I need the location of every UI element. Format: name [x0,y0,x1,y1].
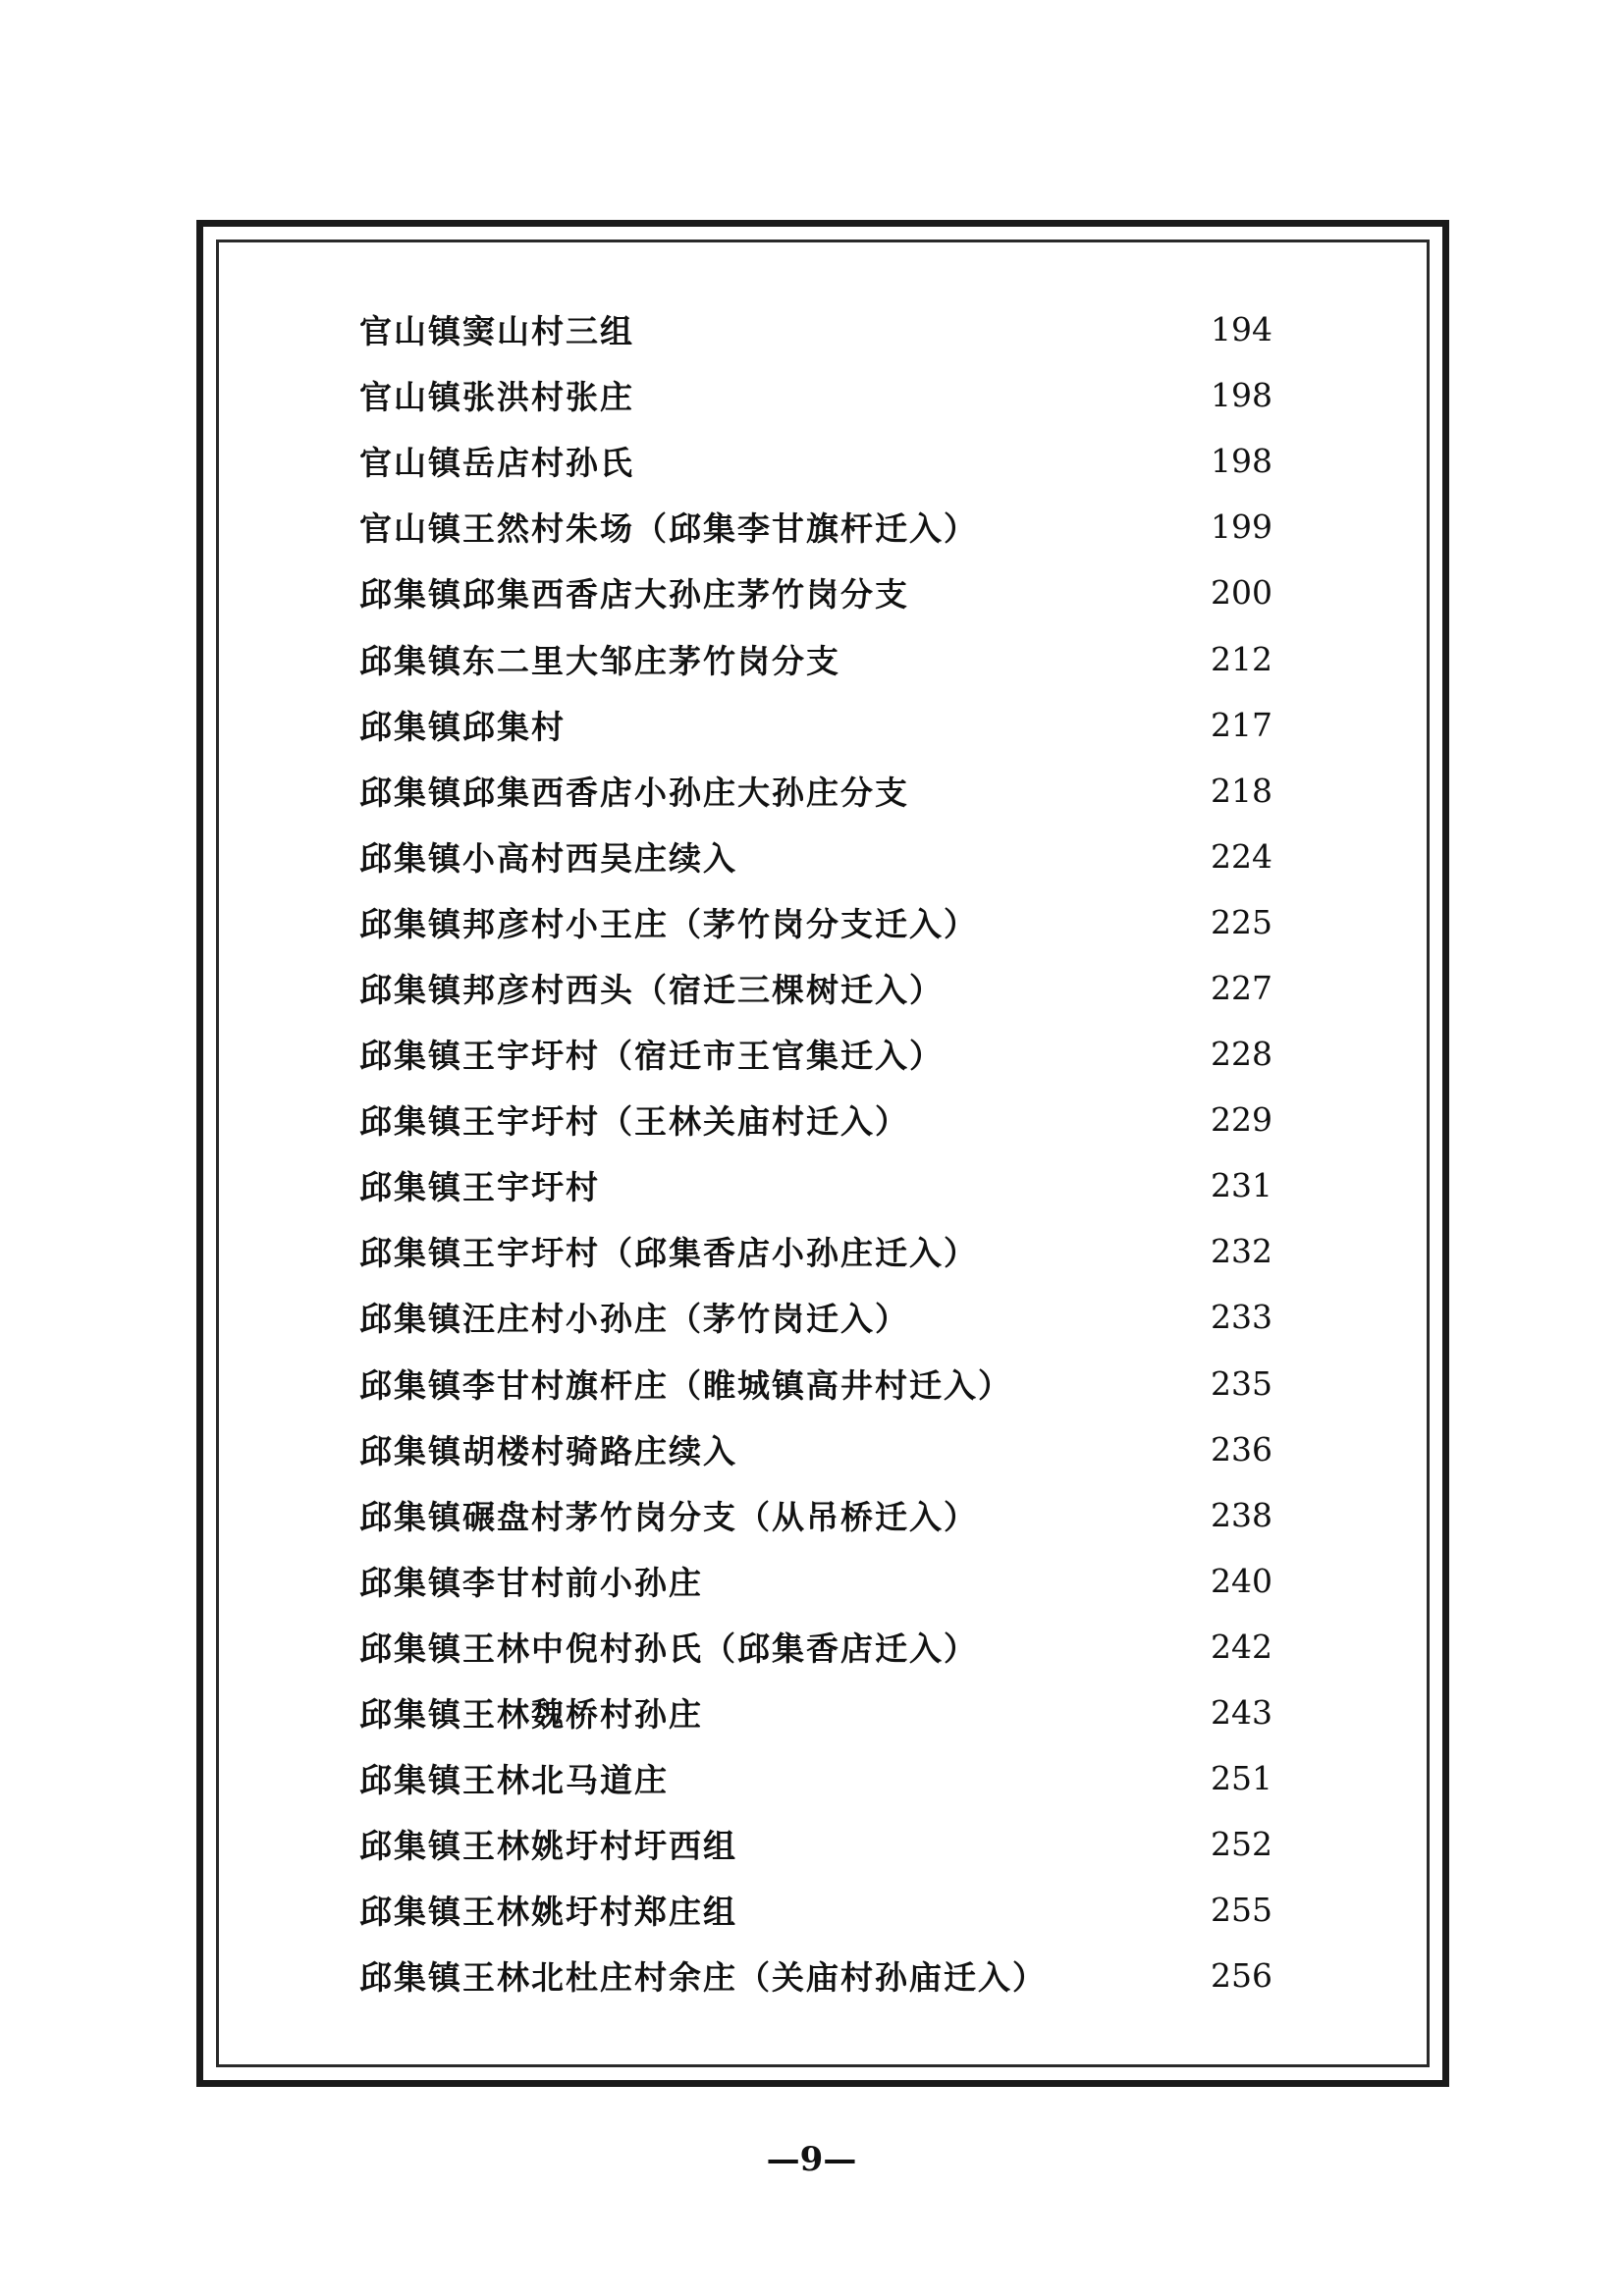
toc-entry-page: 227 [1211,968,1272,1007]
toc-entry[interactable] [359,625,1272,691]
toc-entry-title: 邱集镇胡楼村骑路庄续入 [359,1431,737,1470]
toc-entry-page: 232 [1211,1232,1272,1271]
toc-entry-page: 256 [1211,1956,1272,1996]
toc-entry-page: 240 [1211,1561,1272,1600]
toc-entry[interactable] [359,889,1272,955]
toc-entry[interactable] [359,1745,1272,1811]
toc-entry[interactable] [359,1218,1272,1284]
toc-entry-page: 235 [1211,1363,1272,1403]
toc-entry[interactable] [359,1811,1272,1877]
toc-entry-title: 邱集镇李甘村前小孙庄 [359,1563,703,1602]
toc-entry-title: 邱集镇王林北马道庄 [359,1761,669,1800]
page-number: —9— [766,2140,857,2179]
toc-entry[interactable] [359,1482,1272,1548]
toc-entry-title: 邱集镇东二里大邹庄茅竹岗分支 [359,641,840,680]
toc-entry[interactable] [359,1877,1272,1943]
toc-entry-page: 200 [1211,573,1272,613]
toc-entry-title: 官山镇窦山村三组 [359,312,634,351]
toc-entry[interactable] [359,824,1272,889]
toc-entry-page: 229 [1211,1100,1272,1140]
toc-entry[interactable] [359,1416,1272,1482]
toc-entry-page: 224 [1211,836,1272,876]
toc-entry-title: 邱集镇汪庄村小孙庄（茅竹岗迁入） [359,1300,909,1339]
toc-entry[interactable] [359,296,1272,362]
toc-entry-page: 198 [1211,442,1272,481]
toc-entry-page: 194 [1211,310,1272,349]
toc-entry-title: 邱集镇邦彦村西头（宿迁三棵树迁入） [359,970,944,1009]
toc-entry[interactable] [359,1152,1272,1218]
toc-entry-title: 邱集镇王林姚圩村圩西组 [359,1827,737,1866]
toc-entry-title: 邱集镇邱集村 [359,707,566,746]
toc-entry-title: 邱集镇李甘村旗杆庄（睢城镇高井村迁入） [359,1365,1012,1405]
toc-entry-title: 邱集镇王宇圩村（邱集香店小孙庄迁入） [359,1234,978,1273]
toc-entry[interactable] [359,1284,1272,1350]
toc-entry-page: 236 [1211,1429,1272,1468]
toc-entry-page: 251 [1211,1759,1272,1798]
toc-entry-page: 212 [1211,639,1272,678]
toc-entry-page: 242 [1211,1627,1272,1666]
toc-entry[interactable] [359,758,1272,824]
table-of-contents [359,296,1272,2008]
toc-entry-page: 225 [1211,902,1272,941]
toc-entry-title: 邱集镇碾盘村茅竹岗分支（从吊桥迁入） [359,1497,978,1536]
toc-entry[interactable] [359,362,1272,428]
toc-entry-title: 邱集镇王宇圩村（宿迁市王官集迁入） [359,1037,944,1076]
toc-entry-title: 官山镇王然村朱场（邱集李甘旗杆迁入） [359,509,978,549]
toc-entry-page: 243 [1211,1693,1272,1733]
toc-entry-page: 218 [1211,771,1272,810]
toc-entry-title: 官山镇张洪村张庄 [359,378,634,417]
toc-entry[interactable] [359,955,1272,1021]
toc-entry[interactable] [359,1614,1272,1680]
toc-entry[interactable] [359,1548,1272,1614]
toc-entry[interactable] [359,1943,1272,2008]
toc-entry-title: 邱集镇王林北杜庄村余庄（关庙村孙庙迁入） [359,1958,1047,1998]
toc-entry[interactable] [359,1351,1272,1416]
toc-entry-title: 邱集镇王林魏桥村孙庄 [359,1695,703,1735]
toc-entry-title: 邱集镇邱集西香店大孙庄茅竹岗分支 [359,575,909,614]
toc-entry-page: 198 [1211,376,1272,415]
toc-entry[interactable] [359,692,1272,758]
toc-entry-title: 邱集镇邦彦村小王庄（茅竹岗分支迁入） [359,904,978,943]
toc-entry-title: 邱集镇王林姚圩村郑庄组 [359,1893,737,1932]
toc-entry[interactable] [359,1021,1272,1087]
toc-entry-page: 217 [1211,705,1272,744]
toc-entry-page: 231 [1211,1166,1272,1205]
toc-entry-page: 228 [1211,1035,1272,1074]
toc-entry-title: 邱集镇王林中倪村孙氏（邱集香店迁入） [359,1629,978,1668]
toc-entry-page: 199 [1211,507,1272,547]
toc-entry-title: 邱集镇王宇圩村（王林关庙村迁入） [359,1102,909,1142]
toc-entry-page: 252 [1211,1825,1272,1864]
toc-entry-page: 233 [1211,1298,1272,1337]
toc-entry-title: 邱集镇小高村西吴庄续入 [359,838,737,878]
toc-entry[interactable] [359,1087,1272,1152]
toc-entry-title: 官山镇岳店村孙氏 [359,444,634,483]
toc-entry-title: 邱集镇邱集西香店小孙庄大孙庄分支 [359,773,909,812]
toc-entry[interactable] [359,560,1272,625]
toc-entry-page: 255 [1211,1891,1272,1930]
toc-entry[interactable] [359,1680,1272,1745]
toc-entry-page: 238 [1211,1495,1272,1534]
toc-entry[interactable] [359,494,1272,560]
toc-entry[interactable] [359,428,1272,494]
toc-entry-title: 邱集镇王宇圩村 [359,1168,600,1207]
